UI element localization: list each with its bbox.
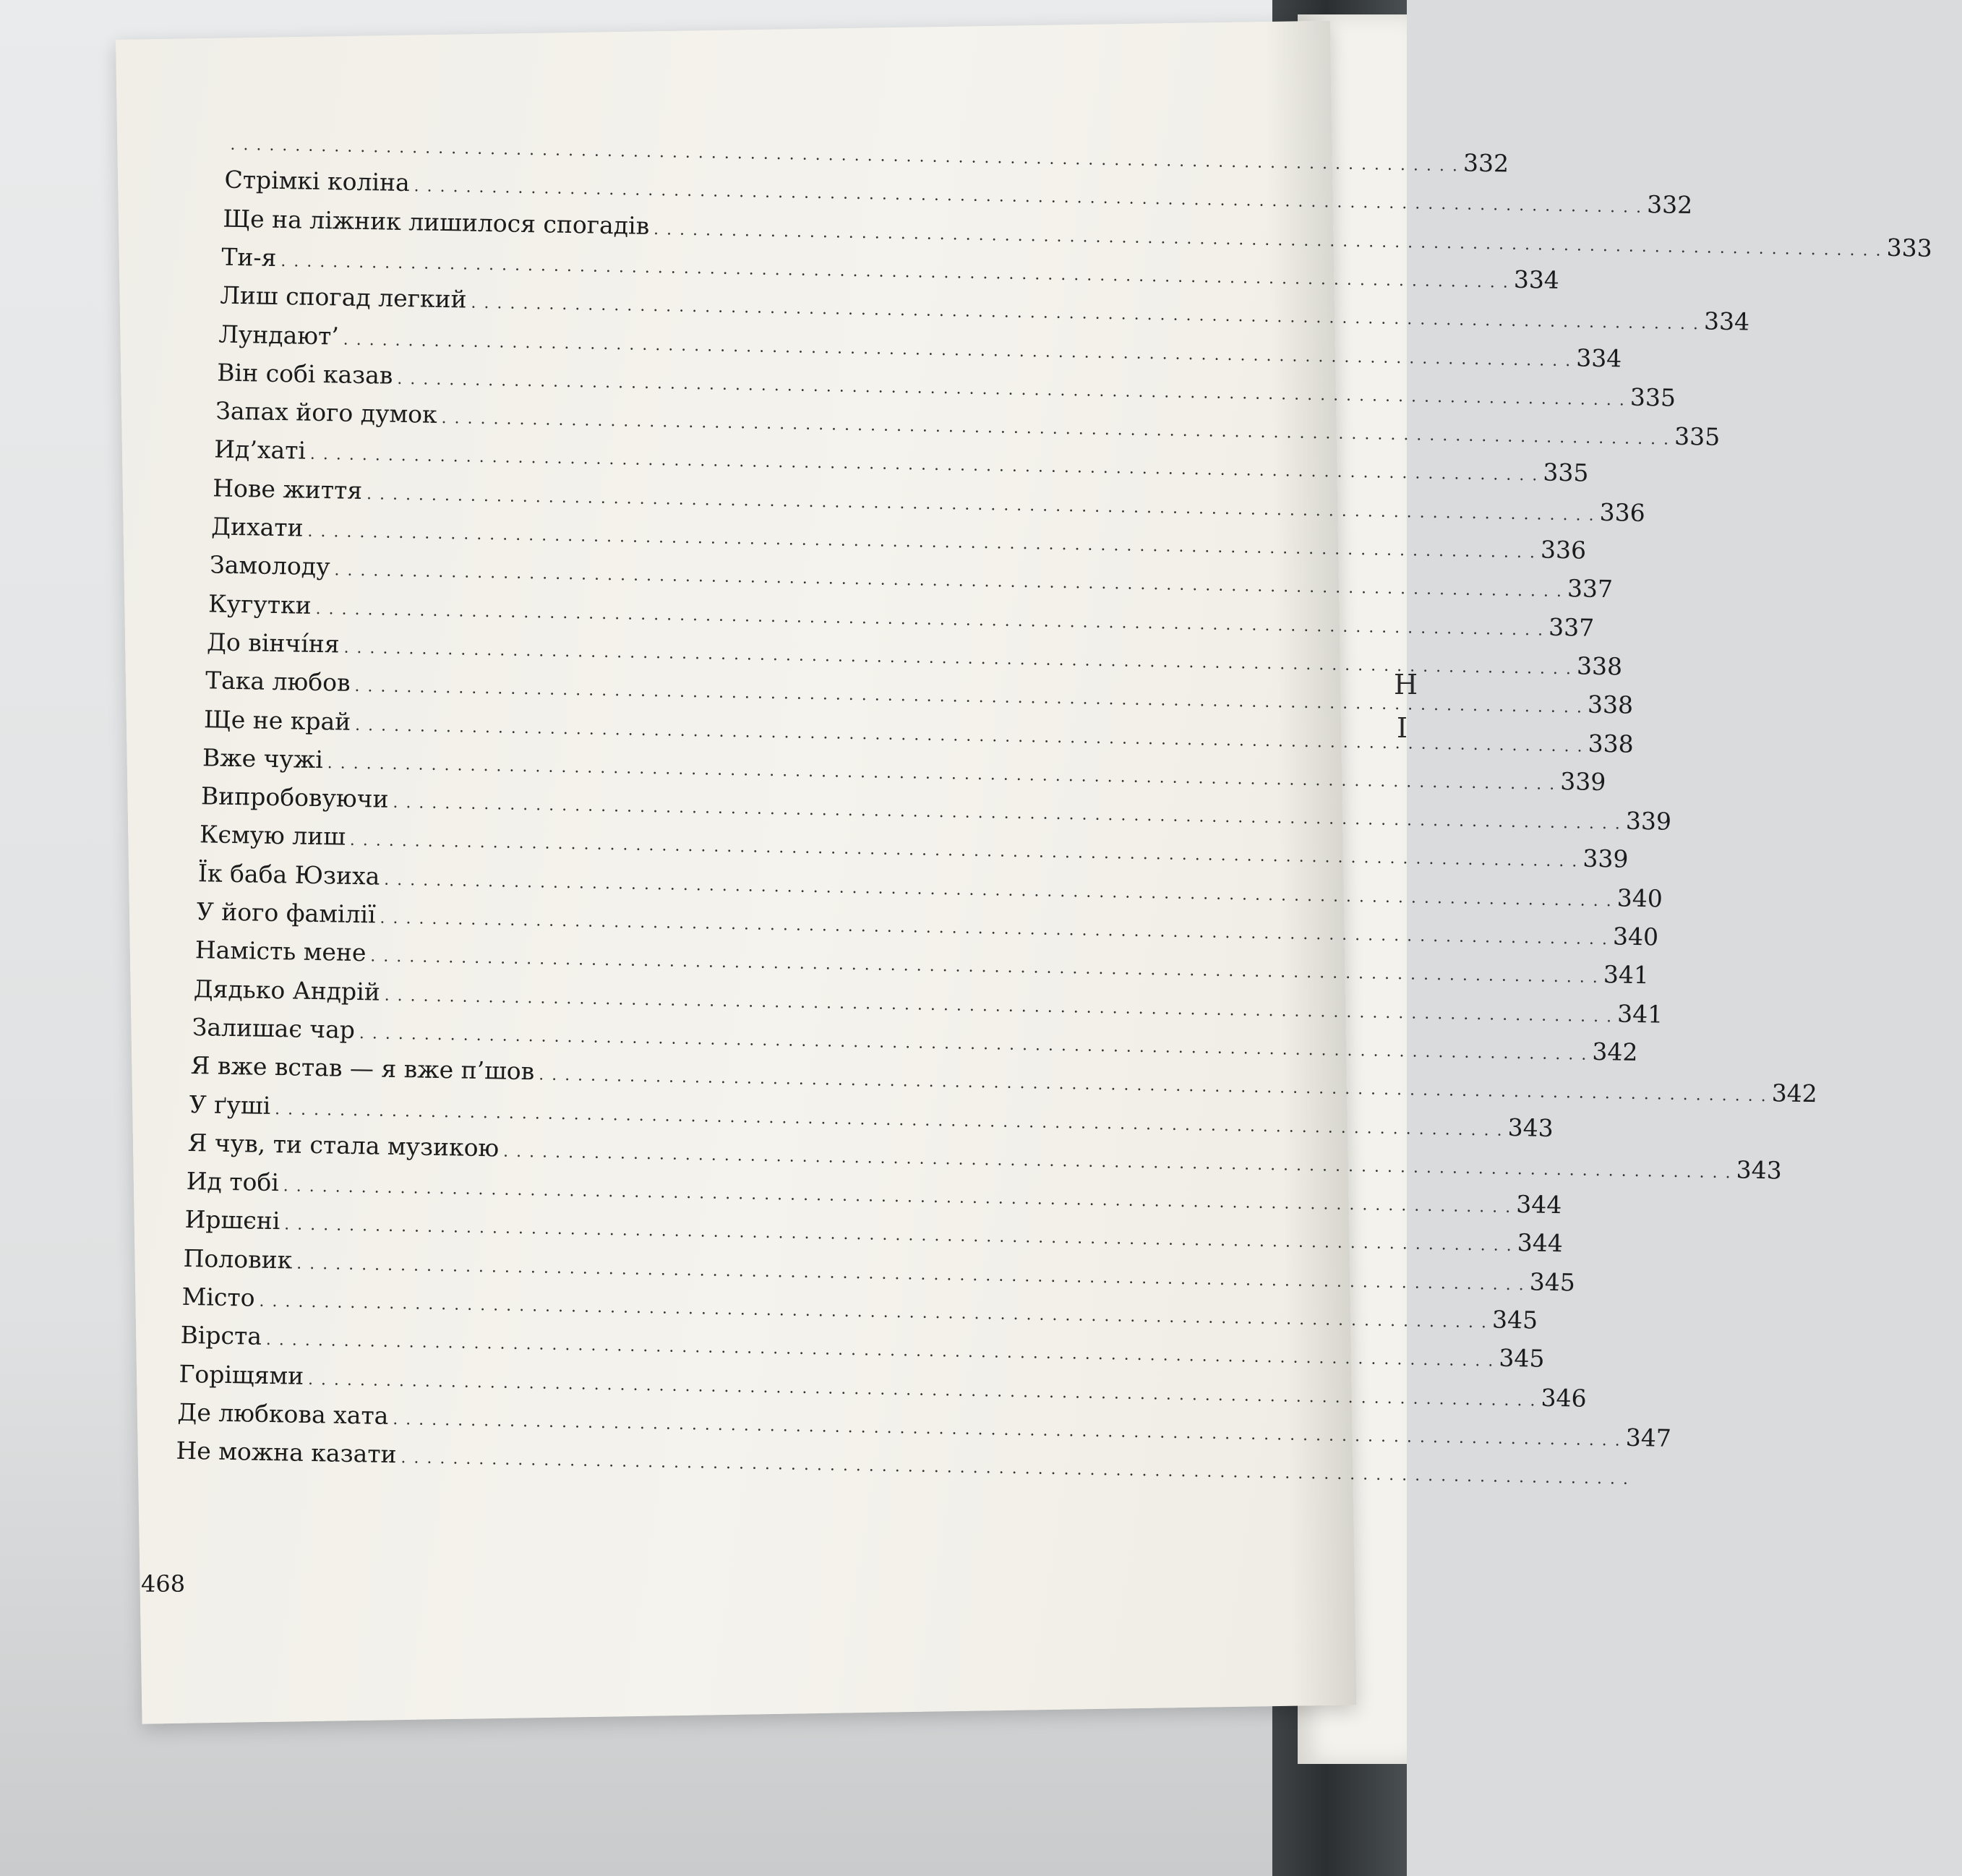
toc-entry-title: Місто xyxy=(181,1282,255,1312)
toc-entry-page: 342 xyxy=(1592,1037,1638,1066)
toc-entry-page: 339 xyxy=(1559,766,1606,796)
toc-entry-title: Не можна казати xyxy=(176,1436,397,1469)
toc-entry-title: Замолоду xyxy=(209,550,330,581)
toc-entry-page: 333 xyxy=(1886,233,1933,262)
toc-entry-title: Я чув, ти стала музикою xyxy=(187,1128,500,1162)
toc-entry-page: 336 xyxy=(1599,497,1645,527)
toc-entry-page: 345 xyxy=(1499,1343,1545,1374)
facing-page-fragment-1: Н xyxy=(1394,669,1418,701)
toc-entry-page: 335 xyxy=(1674,421,1721,451)
toc-entry-title: Стрімкі коліна xyxy=(224,165,411,197)
toc-entry-title: Лиш спогад легкий xyxy=(220,280,467,314)
toc-entry-title: Намість мене xyxy=(194,935,367,967)
toc-entry-title: Я вже встав — я вже п’шов xyxy=(190,1051,535,1086)
book-page xyxy=(116,21,1933,1724)
toc-entry-title: У його фамілії xyxy=(196,897,376,929)
toc-entry-page: 344 xyxy=(1517,1228,1564,1258)
page-number: 468 xyxy=(141,1570,186,1598)
toc-entry-title: Кємую лиш xyxy=(199,820,346,852)
toc-entry-title: Така любов xyxy=(205,666,351,697)
toc-entry-page: 332 xyxy=(1646,190,1693,220)
toc-entry-title: Ид тобі xyxy=(186,1167,280,1197)
toc-entry-title: У ґуші xyxy=(189,1089,271,1120)
toc-entry-title: Горіщями xyxy=(179,1359,304,1390)
toc-entry-title: Дихати xyxy=(210,512,304,542)
toc-entry-title: Запах його думок xyxy=(215,396,438,429)
toc-entry-title: Залишає чар xyxy=(192,1012,356,1044)
toc-entry-page: 341 xyxy=(1616,999,1663,1029)
toc-entry-page: 343 xyxy=(1736,1155,1783,1185)
toc-entry-title: До вінчі́ня xyxy=(206,628,340,659)
toc-entry-title: Дядько Андрій xyxy=(193,974,381,1006)
toc-entry-title: Нове життя xyxy=(212,474,363,505)
toc-entry-page: 338 xyxy=(1576,651,1623,681)
toc-entry-page: 334 xyxy=(1703,307,1750,336)
toc-entry-title: Ще на ліжник лишилося спогадів xyxy=(223,204,650,240)
toc-entry-title: Половик xyxy=(183,1243,293,1275)
toc-entry-page: 345 xyxy=(1491,1305,1538,1335)
toc-entry-title: Вірста xyxy=(180,1321,262,1351)
toc-entry-page: 344 xyxy=(1516,1190,1562,1220)
toc-entry-page: 341 xyxy=(1603,960,1650,990)
toc-entry-page: 339 xyxy=(1582,844,1629,874)
table-of-contents xyxy=(86,40,1933,1745)
toc-entry-title: Ти-я xyxy=(221,242,277,272)
toc-entry-title: Ще не край xyxy=(203,704,351,736)
toc-entry-page: 334 xyxy=(1513,265,1560,294)
toc-entry-title: Випробовуючи xyxy=(200,781,389,813)
toc-entry-title: Вже чужі xyxy=(202,743,324,774)
toc-entry-title: Лундают’ xyxy=(218,320,340,350)
toc-entry-title: Кугутки xyxy=(207,588,312,620)
toc-entry-title: Їк баба Юзиха xyxy=(197,858,380,891)
toc-entry-page: 336 xyxy=(1540,535,1587,565)
toc-entry-page: 346 xyxy=(1541,1383,1587,1413)
toc-entry-page: 332 xyxy=(1462,148,1509,178)
toc-entry-page: 338 xyxy=(1588,729,1634,758)
toc-entry-page: 337 xyxy=(1548,612,1595,642)
toc-entry-page: 335 xyxy=(1629,382,1676,412)
toc-entry-title: Він собі казав xyxy=(217,358,393,390)
toc-entry-title: Иршєні xyxy=(184,1205,280,1235)
toc-entry-page: 334 xyxy=(1575,343,1622,372)
toc-entry-page: 335 xyxy=(1543,458,1589,488)
toc-entry-page: 343 xyxy=(1507,1113,1554,1142)
toc-entry-page: 339 xyxy=(1625,806,1672,836)
toc-entry-page: 342 xyxy=(1771,1079,1818,1108)
toc-entry-page: 347 xyxy=(1625,1423,1672,1452)
toc-entry-page: 337 xyxy=(1567,574,1614,604)
toc-leader-dots xyxy=(400,1449,1629,1489)
toc-entry-title: Ид’хаті xyxy=(213,434,307,466)
toc-entry-title: Де любкова хата xyxy=(177,1397,389,1430)
toc-entry-page: 340 xyxy=(1616,883,1663,913)
toc-entry-page: 340 xyxy=(1612,922,1659,951)
toc-entry-page: 345 xyxy=(1529,1267,1576,1297)
toc-entry-page: 338 xyxy=(1587,690,1634,719)
facing-page-fragment-2: І xyxy=(1397,712,1408,744)
